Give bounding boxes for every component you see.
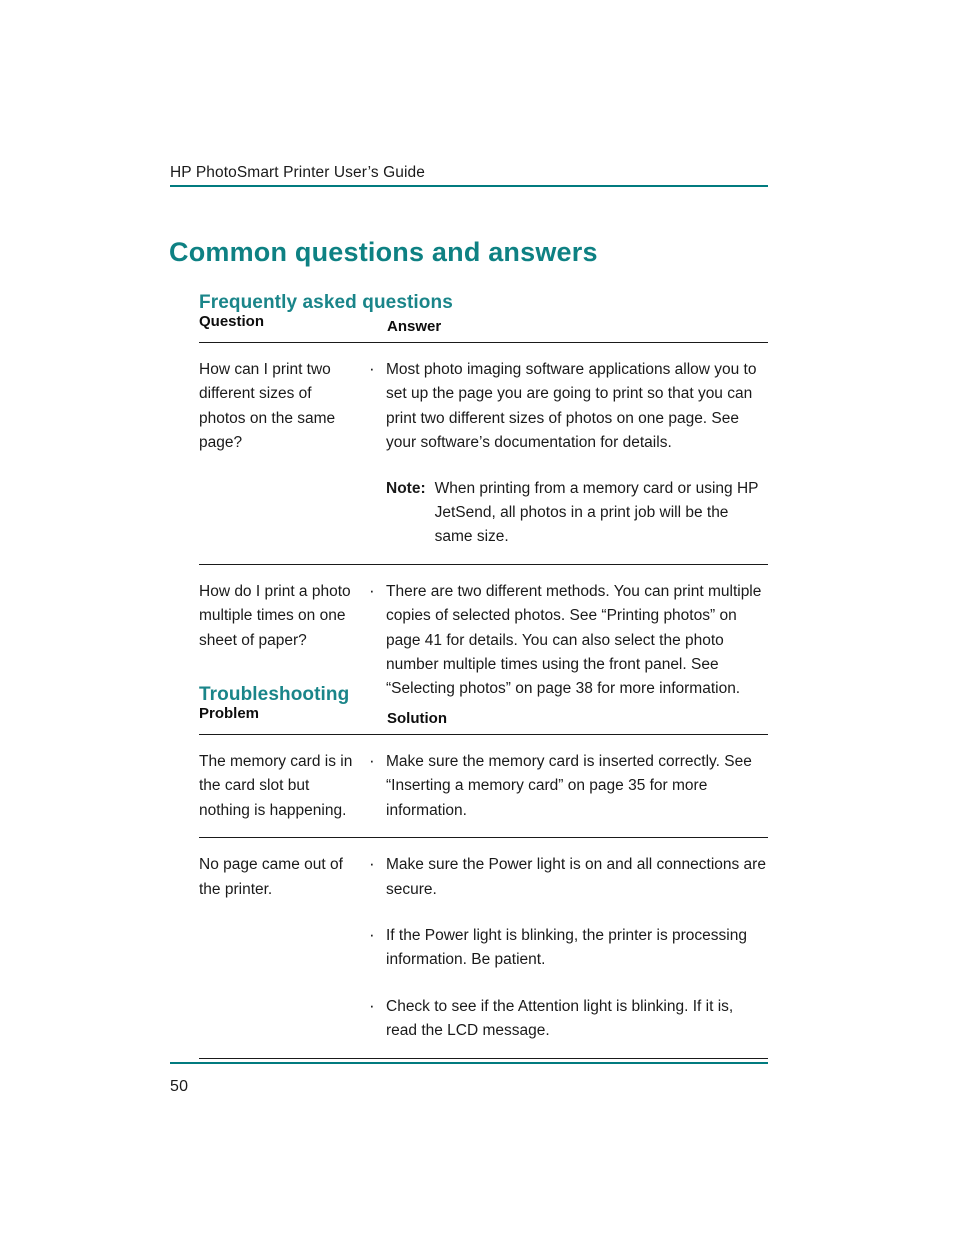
- column-header-problem: [199, 705, 368, 735]
- faq-table: [199, 313, 768, 716]
- table-header-row: [199, 705, 768, 735]
- column-header-answer-label: Answer: [387, 318, 442, 335]
- troubleshooting-solution-cell: [368, 838, 768, 1058]
- running-header-title: HP PhotoSmart Printer User’s Guide: [170, 164, 425, 181]
- bullet-list: [368, 853, 768, 1043]
- faq-answer-cell: [368, 564, 768, 716]
- column-header-question: [199, 313, 368, 343]
- section-heading-frequently-asked-questions: Frequently asked questions: [199, 291, 453, 313]
- column-header-answer: [368, 313, 768, 343]
- running-header: [170, 163, 768, 183]
- bullet-list: [368, 358, 768, 456]
- list-item: · Make sure the Power light is on and all connections are secure.: [368, 853, 768, 902]
- troubleshooting-problem-cell: No page came out of the printer.: [199, 838, 368, 1058]
- table-row: [199, 838, 768, 1058]
- column-header-question-label: Question: [199, 313, 265, 330]
- faq-answer-cell: [368, 343, 768, 565]
- list-item: · If the Power light is blinking, the printer is processing information. Be patient.: [368, 924, 768, 973]
- troubleshooting-solution-cell: [368, 735, 768, 838]
- troubleshooting-problem-cell: The memory card is in the card slot but nothing is happening.: [199, 735, 368, 838]
- list-item: · Most photo imaging software applications allow you to set up the page you are going to print so that you can print two different sizes of photos on one page. See your software’s documentation for details.: [368, 358, 768, 456]
- column-header-problem-label: Problem: [199, 705, 260, 722]
- note-label: Note:: [386, 479, 426, 497]
- page-title: Common questions and answers: [169, 237, 598, 268]
- footer-divider-rule: [170, 1062, 768, 1064]
- header-divider-rule: [170, 185, 768, 187]
- list-item: · There are two different methods. You can print multiple copies of selected photos. See “Printing photos” on page 41 for details. You can also select the photo number multiple times using the front panel. See “Selecting photos” on page 38 for more information.: [368, 580, 768, 702]
- column-header-solution: [368, 705, 768, 735]
- faq-question-cell: How can I print two different sizes of photos on the same page?: [199, 343, 368, 565]
- table-header-row: [199, 313, 768, 343]
- table-row: [199, 735, 768, 838]
- faq-question-cell: How do I print a photo multiple times on one sheet of paper?: [199, 582, 351, 649]
- column-header-solution-label: Solution: [387, 710, 447, 727]
- bullet-list: [368, 580, 768, 702]
- troubleshooting-table: [199, 705, 768, 1059]
- note-text: When printing from a memory card or using HP JetSend, all photos in a print job will be the same size.: [434, 479, 759, 546]
- note-block: [368, 477, 768, 550]
- table-row: [199, 343, 768, 565]
- list-item: · Make sure the memory card is inserted correctly. See “Inserting a memory card” on page 35 for more information.: [368, 750, 768, 823]
- section-heading-troubleshooting: Troubleshooting: [199, 683, 350, 705]
- list-item: · Check to see if the Attention light is blinking. If it is, read the LCD message.: [368, 995, 768, 1044]
- page-number: 50: [170, 1078, 189, 1095]
- bullet-list: [368, 750, 768, 823]
